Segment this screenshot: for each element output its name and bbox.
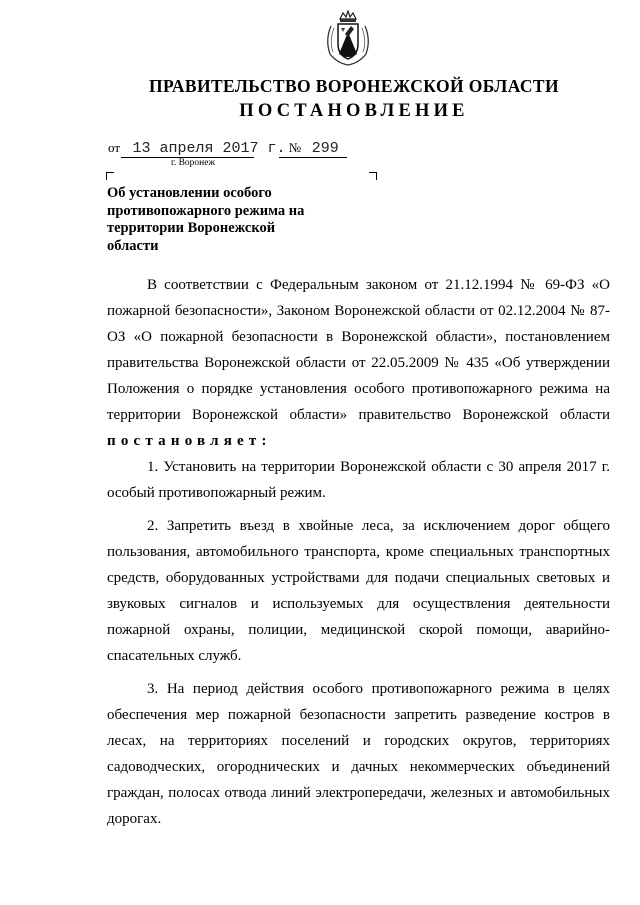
subject-bracket-left <box>106 172 114 180</box>
date-number-line <box>108 140 339 157</box>
subject-line: территории Воронежской <box>107 220 276 236</box>
date-value: 13 апреля 2017 г. <box>132 140 286 157</box>
number-value: 299 <box>311 140 339 157</box>
preamble-text: В соответствии с Федеральным законом от 21.12.1994 № 69-ФЗ «О пожарной безопасности», Законом Воронежской области от 02.12.2004 № 87-ОЗ «О пожарной безопасности в Воронежской области», постановлением правительства Воронежской области от 22.05.2009 № 435 «Об утверждении Положения о порядке установления особого противопожарного режима на территории Воронежской области» правительство Воронежской области <box>107 277 610 423</box>
preamble-paragraph <box>107 272 610 454</box>
item-3-paragraph: 3. На период действия особого противопожарного режима в целях обеспечения мер пожарной безопасности запретить разведение костров в лесах, на территориях поселений и городских округов, территориях садоводческих, огороднических и дачных некоммерческих объединений граждан, полосах отвода линий электропередачи, железных и автомобильных дорогах. <box>107 681 610 827</box>
number-prefix: № <box>288 140 302 155</box>
item-1-paragraph: 1. Установить на территории Воронежской области с 30 апреля 2017 г. особый противопожарный режим. <box>107 459 610 501</box>
city-label: г. Воронеж <box>171 158 216 168</box>
subject-line: противопожарного режима на <box>107 202 305 219</box>
coat-of-arms-icon <box>321 10 375 66</box>
document-body <box>107 272 610 832</box>
subject-line: области <box>107 237 159 254</box>
document-type-title: ПОСТАНОВЛЕНИЕ <box>239 101 469 121</box>
resolves-word: постановляет <box>107 433 262 449</box>
number-underline <box>279 157 347 158</box>
document-subject <box>107 185 337 255</box>
date-prefix: от <box>108 140 121 155</box>
subject-line: Об установлении особого <box>107 185 272 201</box>
government-title: ПРАВИТЕЛЬСТВО ВОРОНЕЖСКОЙ ОБЛАСТИ <box>148 76 560 96</box>
item-2-paragraph: 2. Запретить въезд в хвойные леса, за исключением дорог общего пользования, автомобильного транспорта, кроме специальных транспортных средств, оборудованных устройствами для подачи специальных световых и звуковых сигналов и используемых для осуществления деятельности пожарной охраны, полиции, медицинской скорой помощи, аварийно-спасательных служб. <box>107 518 610 664</box>
resolves-colon: : <box>261 433 267 449</box>
subject-bracket-right <box>369 172 377 180</box>
